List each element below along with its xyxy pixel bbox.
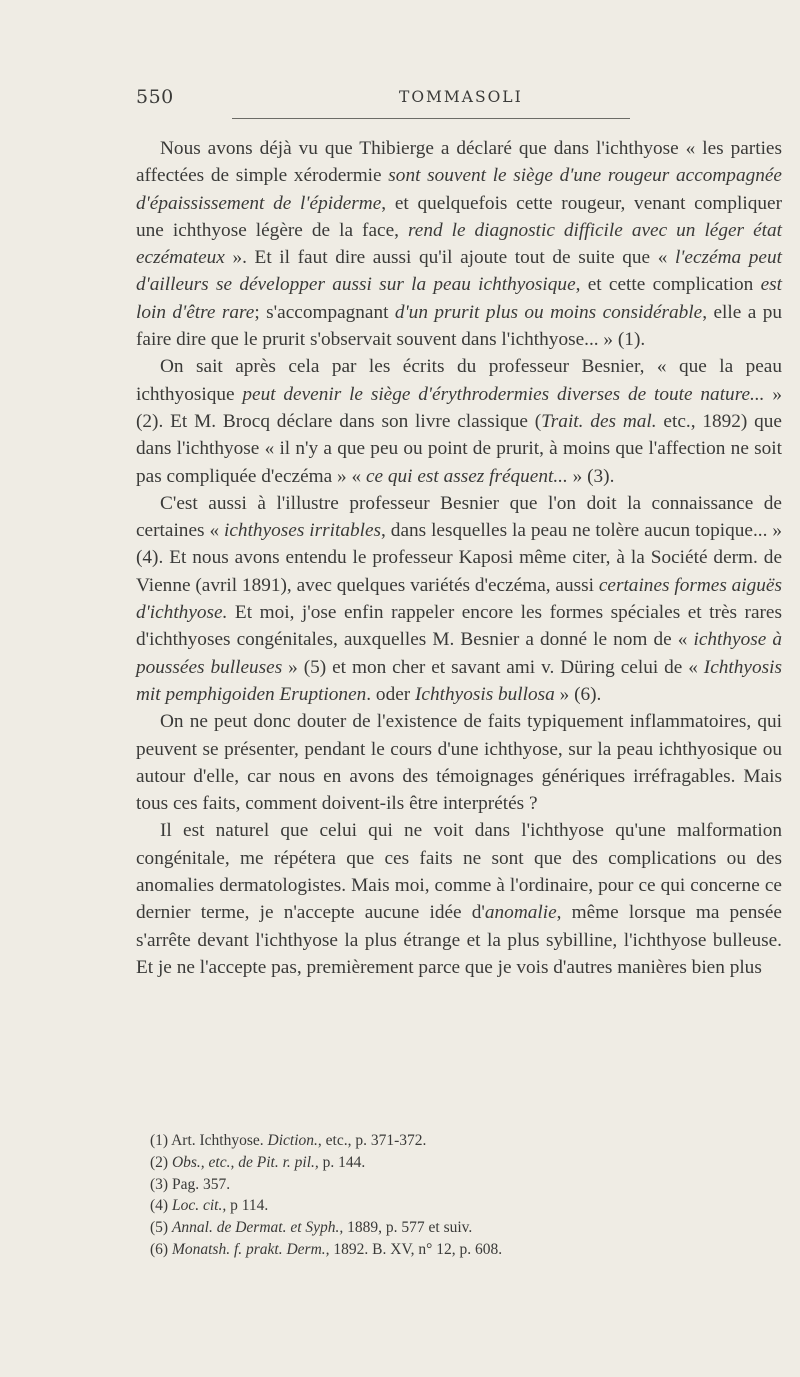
italic-run: Trait. des mal. (541, 410, 657, 432)
text-run: 1889, p. 577 et suiv. (343, 1219, 473, 1237)
text-run: » (6). (554, 683, 602, 705)
text-run: ». Et il faut dire aussi qu'il ajoute tout de suite que « (224, 247, 675, 269)
paragraph (136, 490, 782, 708)
text-run: On sait après cela par les écrits du professeur Besnier, « que la peau ichthyosique (136, 356, 782, 405)
italic-run: ichthyose à poussées bulleuses (136, 629, 782, 678)
italic-run: ichthyoses irritables (224, 520, 382, 542)
text-run: C'est aussi à l'illustre professeur Besnier que l'on doit la connaissance de certaines « (136, 492, 782, 542)
italic-run: l'eczéma peut d'ailleurs se développer aussi sur la peau ichthyosique (136, 247, 782, 296)
text-run: , elle a pu faire dire que le prurit s'observait souvent dans l'ichthyose... » (1). (136, 301, 782, 351)
footnote (150, 1152, 750, 1174)
footnotes (150, 1130, 750, 1261)
text-run: , dans lesquelles la peau ne tolère aucun topique... » (4). Et nous avons entendu le professeur Kaposi même citer, à la Société derm. de Vienne (avril 1891), avec quelques variétés d'eczéma, aussi (136, 520, 782, 596)
page-number: 550 (136, 86, 174, 108)
italic-run: sont souvent le siège d'une rougeur accompagnée d'épaississement de l'épiderme (136, 165, 782, 214)
text-run: (1) Art. Ichthyose. (150, 1132, 268, 1149)
italic-run: rend le diagnostic difficile avec un léger état eczémateux (136, 219, 782, 269)
paragraph (136, 135, 782, 353)
italic-run: Obs., etc., de Pit. r. pil., (171, 1153, 319, 1171)
text-run: (2) (150, 1153, 172, 1171)
italic-run: Monatsh. f. prakt. Derm., (171, 1240, 330, 1258)
footnote (150, 1239, 750, 1261)
italic-run: certaines formes aiguës d'ichthyose. (136, 574, 782, 624)
text-run: p. 144. (318, 1153, 366, 1171)
italic-run: est loin d'être rare (136, 274, 782, 323)
text-run: p 114. (226, 1197, 269, 1215)
header-rule (232, 118, 630, 119)
text-run: On ne peut donc douter de l'existence de faits typiquement inflammatoires, qui peuvent se présenter, pendant le cours d'une ichthyose, sur la peau ichthyosique ou autour d'elle, car nous en avons des témoignages génériques irréfragables. Mais tous ces faits, comment doivent-ils être interprétés ? (136, 711, 782, 815)
text-run: , et quelquefois cette rougeur, venant compliquer une ichthyose légère de la face, (136, 192, 782, 241)
text-run: ; s'accompagnant (254, 301, 395, 323)
text-run: (3) Pag. 357. (150, 1175, 231, 1193)
text-run: etc., 1892) que dans l'ichthyose « il n'y a que peu ou point de prurit, à moins que l'affection ne soit pas compliquée d'eczéma » « (136, 410, 782, 487)
text-run: Et moi, j'ose enfin rappeler encore les formes spéciales et très rares d'ichthyoses congénitales, auxquelles M. Besnier a donné le nom de « (136, 602, 782, 651)
text-run: , etc., p. 371-372. (317, 1132, 427, 1149)
text-run: » (3). (567, 465, 615, 487)
italic-run: Ichthyosis bullosa (415, 683, 555, 705)
text-run: . oder (366, 683, 416, 705)
italic-run: Loc. cit., (171, 1197, 227, 1215)
text-run: (4) (150, 1197, 172, 1215)
italic-run: Ichthyosis mit pemphigoiden Eruptionen (136, 656, 782, 705)
italic-run: anomalie (484, 902, 557, 924)
footnote (150, 1217, 750, 1239)
text-run: 1892. B. XV, n° 12, p. 608. (329, 1240, 503, 1258)
footnote (150, 1195, 750, 1217)
italic-run: ce qui est assez fréquent... (365, 465, 568, 487)
paragraph (136, 817, 782, 981)
running-head (136, 86, 781, 110)
text-run: » (5) et mon cher et savant ami v. Düring celui de « (282, 656, 704, 678)
paragraph (136, 353, 782, 489)
italic-run: Annal. de Dermat. et Syph., (171, 1219, 344, 1237)
text-run: Il est naturel que celui qui ne voit dans l'ichthyose qu'une malformation congénitale, me répétera que ces faits ne sont que des complications ou des anomalies dermatologistes. Mais moi, comme à l'ordinaire, pour ce qui concerne ce dernier terme, je n'accepte aucune idée d' (136, 820, 782, 924)
text-run: Nous avons déjà vu que Thibierge a déclaré que dans l'ichthyose « les parties affectées de simple xérodermie (136, 138, 782, 187)
text-run: , et cette complication (575, 274, 761, 296)
italic-run: peut devenir le siège d'érythrodermies diverses de toute nature... (242, 383, 765, 405)
body-text (136, 135, 782, 981)
text-run: , même lorsque ma pensée s'arrête devant l'ichthyose la plus étrange et la plus sybilline, l'ichthyose bulleuse. Et je ne l'accepte pas, premièrement parce que je vois d'autres manières bien plus (136, 902, 782, 978)
footnote (150, 1174, 750, 1196)
italic-run: d'un prurit plus ou moins considérable (394, 301, 703, 323)
text-run: (6) (150, 1240, 172, 1258)
running-title-author: TOMMASOLI (399, 88, 523, 106)
text-run: (5) (150, 1219, 172, 1237)
paragraph (136, 708, 782, 817)
text-run: » (2). Et M. Brocq déclare dans son livre classique ( (136, 383, 782, 432)
italic-run: Diction. (267, 1132, 318, 1149)
footnote (150, 1130, 750, 1152)
